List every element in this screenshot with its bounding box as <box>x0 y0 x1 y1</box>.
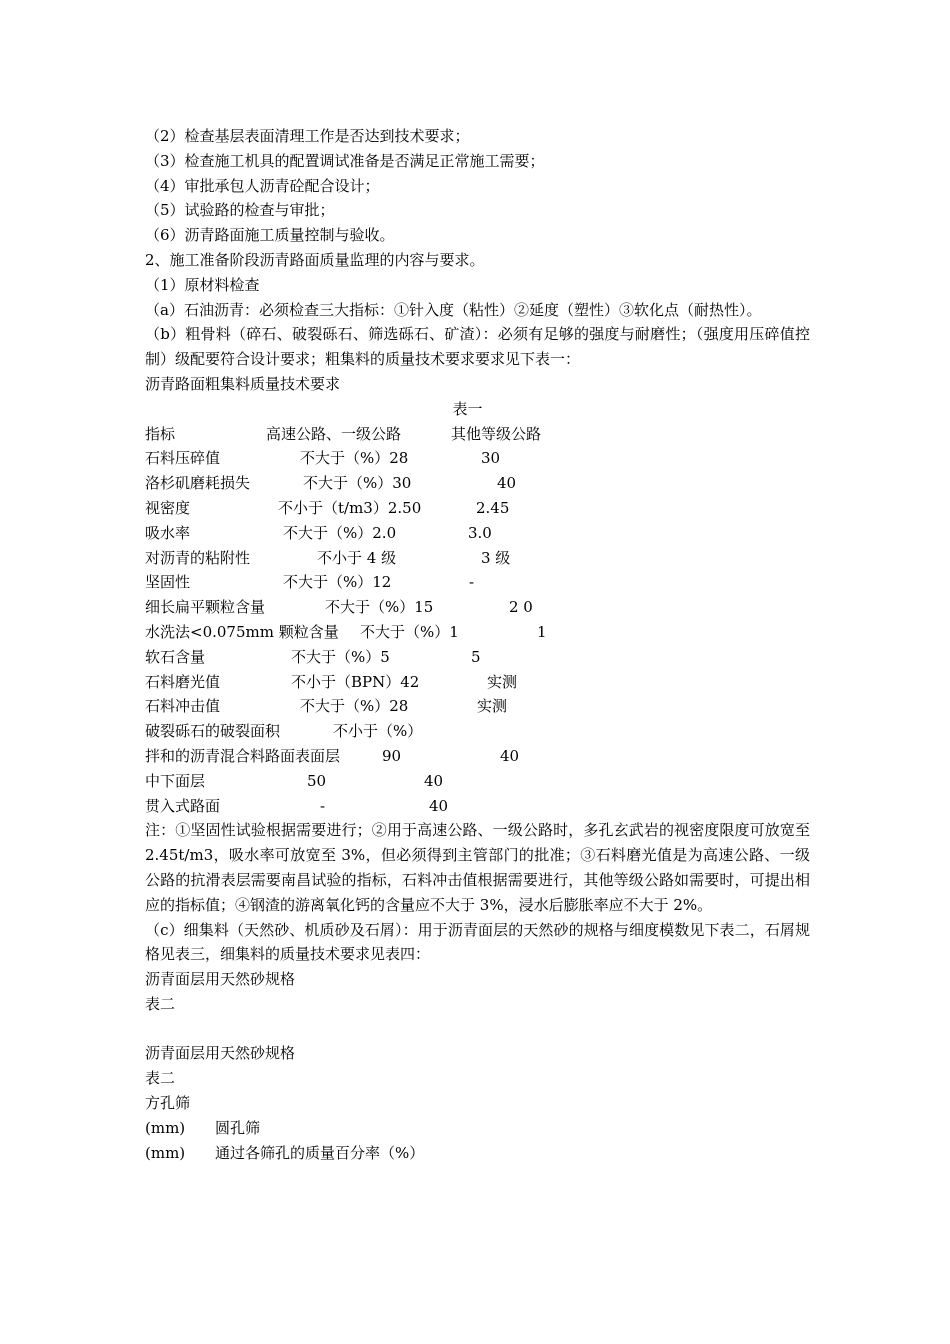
table1-row <box>145 794 810 819</box>
table1-row <box>145 645 810 670</box>
intro-line-2: （2）检查基层表面清理工作是否达到技术要求； <box>145 127 470 145</box>
table1-cell: 5 <box>471 647 481 666</box>
table2-header-row-2 <box>145 1141 810 1166</box>
table1-cell: 2.45 <box>476 498 510 517</box>
table1-cell: 石料磨光值 <box>145 672 221 691</box>
table1-cell: 不小于（t/m3）2.50 <box>278 498 422 517</box>
table2-title-repeat: 沥青面层用天然砂规格 <box>145 1044 296 1063</box>
table2-label-repeat: 表二 <box>145 1069 176 1088</box>
table1-cell: 不大于（%）30 <box>303 474 412 493</box>
table1-header-col2: 高速公路、一级公路 <box>266 424 402 443</box>
table1-header-col1: 指标 <box>145 424 176 443</box>
table1-cell: 不大于（%）2.0 <box>283 523 397 542</box>
table1-cell: 30 <box>481 449 501 468</box>
table1-cell: 40 <box>497 474 517 493</box>
table1-row <box>145 521 810 546</box>
table1-cell: 破裂砾石的破裂面积 <box>145 722 281 741</box>
table1-row <box>145 570 810 595</box>
table1-cell: 不小于 4 级 <box>317 548 397 567</box>
table1-note: 注：①坚固性试验根据需要进行；②用于高速公路、一级公路时，多孔玄武岩的视密度限度可放宽至 2.45t/m3，吸水率可放宽至 3%，但必须得到主管部门的批准；③石料磨光值是为高速公路、一级公路的抗滑表层需要南昌试验的指标，石料冲击值根据需要进行，其他等级公路如需要时，可提出相应的指标值；④钢渣的游离氧化钙的含量应不大于 3%，浸水后膨胀率应不大于 2%。 <box>145 821 810 914</box>
table1-cell: 3.0 <box>468 523 492 542</box>
table1-cell: 对沥青的粘附性 <box>145 548 251 567</box>
intro-line-4: （4）审批承包人沥青砼配合设计； <box>145 176 380 195</box>
table1-row <box>145 546 810 571</box>
table1-cell: 50 <box>307 771 327 790</box>
table1-cell: 实测 <box>477 697 508 716</box>
intro-line-6: （6）沥青路面施工质量控制与验收。 <box>145 226 395 245</box>
table2-title: 沥青面层用天然砂规格 <box>145 970 296 989</box>
table1-row <box>145 471 810 496</box>
table1-cell: 2 0 <box>509 598 533 617</box>
section-heading: 2、施工准备阶段沥青路面质量监理的内容与要求。 <box>145 250 485 269</box>
table1-title: 沥青路面粗集料质量技术要求 <box>145 374 341 393</box>
table1-label: 表一 <box>452 399 483 418</box>
table1-cell: 石料冲击值 <box>145 697 221 716</box>
table1-cell: 不大于（%）28 <box>300 697 409 716</box>
table1-cell: - <box>469 573 475 592</box>
table2-label: 表二 <box>145 994 176 1013</box>
table1-cell: 90 <box>382 746 402 765</box>
table1-cell: 石料压碎值 <box>145 449 221 468</box>
table2-col2-header: 圆孔筛 <box>215 1118 261 1137</box>
table1-row <box>145 719 810 744</box>
table1-cell: 不大于（%）5 <box>291 647 390 666</box>
table1-header <box>145 422 810 447</box>
table1-cell: 拌和的沥青混合料路面表面层 <box>145 746 341 765</box>
table1-cell: 不大于（%）15 <box>325 598 434 617</box>
table1-cell: 1 <box>537 622 547 641</box>
table1-cell: 软石含量 <box>145 647 206 666</box>
intro-line-5: （5）试验路的检查与审批； <box>145 201 335 220</box>
table1-header-col3: 其他等级公路 <box>451 424 542 443</box>
table1-cell: 中下面层 <box>145 771 206 790</box>
table1-cell: 洛杉矶磨耗损失 <box>145 474 251 493</box>
document-page <box>145 124 810 1165</box>
blank-line <box>145 1017 810 1042</box>
table1-row <box>145 595 810 620</box>
table1-row <box>145 744 810 769</box>
table1-cell: 不大于（%）28 <box>300 449 409 468</box>
table1-cell: 40 <box>500 746 520 765</box>
table1-cell: 细长扁平颗粒含量 <box>145 598 266 617</box>
table1-cell: 视密度 <box>145 498 191 517</box>
table1-row <box>145 496 810 521</box>
table2-col1-unit: (mm) <box>145 1118 186 1137</box>
paragraph-c: （c）细集料（天然砂、机质砂及石屑）：用于沥青面层的天然砂的规格与细度模数见下表二，石屑规格见表三，细集料的质量技术要求见表四： <box>145 920 810 964</box>
table1-row <box>145 769 810 794</box>
table1-cell: 不大于（%）1 <box>360 622 459 641</box>
table1-cell: 吸水率 <box>145 523 191 542</box>
table1-cell: 实测 <box>487 672 518 691</box>
table2-header-row <box>145 1116 810 1141</box>
table1-cell: 40 <box>429 796 449 815</box>
table1-cell: 40 <box>424 771 444 790</box>
table1-cell: 贯入式路面 <box>145 796 221 815</box>
table1-cell: 坚固性 <box>145 573 191 592</box>
table1-row <box>145 446 810 471</box>
subsection-heading: （1）原材料检查 <box>145 275 260 294</box>
table2-col2-unit: (mm) <box>145 1143 186 1162</box>
table1-row <box>145 620 810 645</box>
table1-cell: 3 级 <box>481 548 511 567</box>
table1-cell: 不大于（%）12 <box>283 573 392 592</box>
table2-col3-header: 通过各筛孔的质量百分率（%） <box>215 1143 425 1162</box>
table1-cell: 水洗法<0.075mm 颗粒含量 <box>145 622 339 641</box>
table1-cell: 不小于（BPN）42 <box>291 672 420 691</box>
paragraph-a: （a）石油沥青：必须检查三大指标：①针入度（粘性）②延度（塑性）③软化点（耐热性）。 <box>145 300 762 319</box>
table1-row <box>145 670 810 695</box>
table1-cell: - <box>320 796 326 815</box>
intro-line-3: （3）检查施工机具的配置调试准备是否满足正常施工需要； <box>145 151 545 170</box>
paragraph-b: （b）粗骨料（碎石、破裂砾石、筛选砾石、矿渣）：必须有足够的强度与耐磨性；（强度用压碎值控制）级配要符合设计要求；粗集料的质量技术要求要求见下表一： <box>145 325 810 369</box>
table1-row <box>145 694 810 719</box>
table2-col1-header: 方孔筛 <box>145 1094 191 1113</box>
table1-cell: 不小于（%） <box>333 722 423 741</box>
